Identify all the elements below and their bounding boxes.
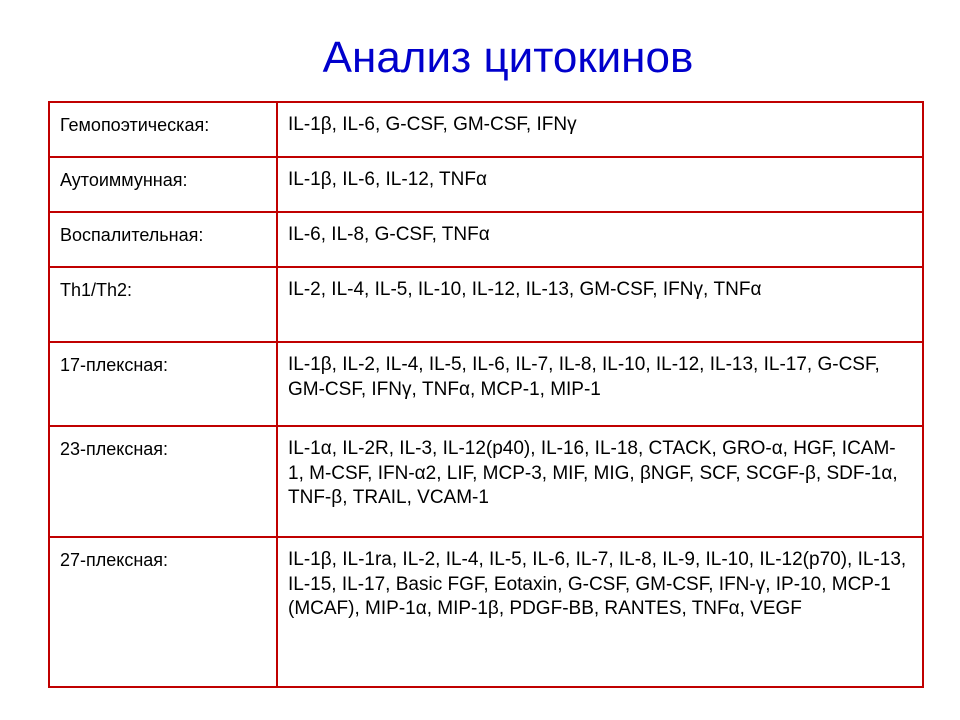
table-row-23-plex	[49, 426, 923, 537]
row-value: IL-6, IL-8, G-CSF, TNFα	[277, 212, 923, 267]
row-label: 23-плексная:	[49, 426, 277, 537]
row-label: Аутоиммунная:	[49, 157, 277, 212]
cytokine-table	[48, 101, 924, 688]
row-label: Гемопоэтическая:	[49, 102, 277, 157]
table-row-autoimmune	[49, 157, 923, 212]
row-value: IL-1β, IL-6, G-CSF, GM-CSF, IFNγ	[277, 102, 923, 157]
row-value: IL-1β, IL-2, IL-4, IL-5, IL-6, IL-7, IL-8, IL-10, IL-12, IL-13, IL-17, G-CSF, GM-CSF, IFNγ, TNFα, MCP-1, MIP-1	[277, 342, 923, 426]
row-value: IL-2, IL-4, IL-5, IL-10, IL-12, IL-13, GM-CSF, IFNγ, TNFα	[277, 267, 923, 342]
table-row-17-plex	[49, 342, 923, 426]
row-value: IL-1α, IL-2R, IL-3, IL-12(p40), IL-16, IL-18, CTACK, GRO-α, HGF, ICAM-1, M-CSF, IFN-α2, LIF, MCP-3, MIF, MIG, βNGF, SCF, SCGF-β, SDF-1α, TNF-β, TRAIL, VCAM-1	[277, 426, 923, 537]
table-row-27-plex	[49, 537, 923, 687]
row-value: IL-1β, IL-6, IL-12, TNFα	[277, 157, 923, 212]
row-label: Воспалительная:	[49, 212, 277, 267]
row-value: IL-1β, IL-1ra, IL-2, IL-4, IL-5, IL-6, IL-7, IL-8, IL-9, IL-10, IL-12(p70), IL-13, IL-15, IL-17, Basic FGF, Eotaxin, G-CSF, GM-CSF, IFN-γ, IP-10, MCP-1 (MCAF), MIP-1α, MIP-1β, PDGF-BB, RANTES, TNFα, VEGF	[277, 537, 923, 687]
table-row-hematopoietic	[49, 102, 923, 157]
row-label: 27-плексная:	[49, 537, 277, 687]
row-label: Th1/Th2:	[49, 267, 277, 342]
table-row-th1-th2	[49, 267, 923, 342]
row-label: 17-плексная:	[49, 342, 277, 426]
page-title: Анализ цитокинов	[322, 33, 694, 82]
table-row-inflammatory	[49, 212, 923, 267]
